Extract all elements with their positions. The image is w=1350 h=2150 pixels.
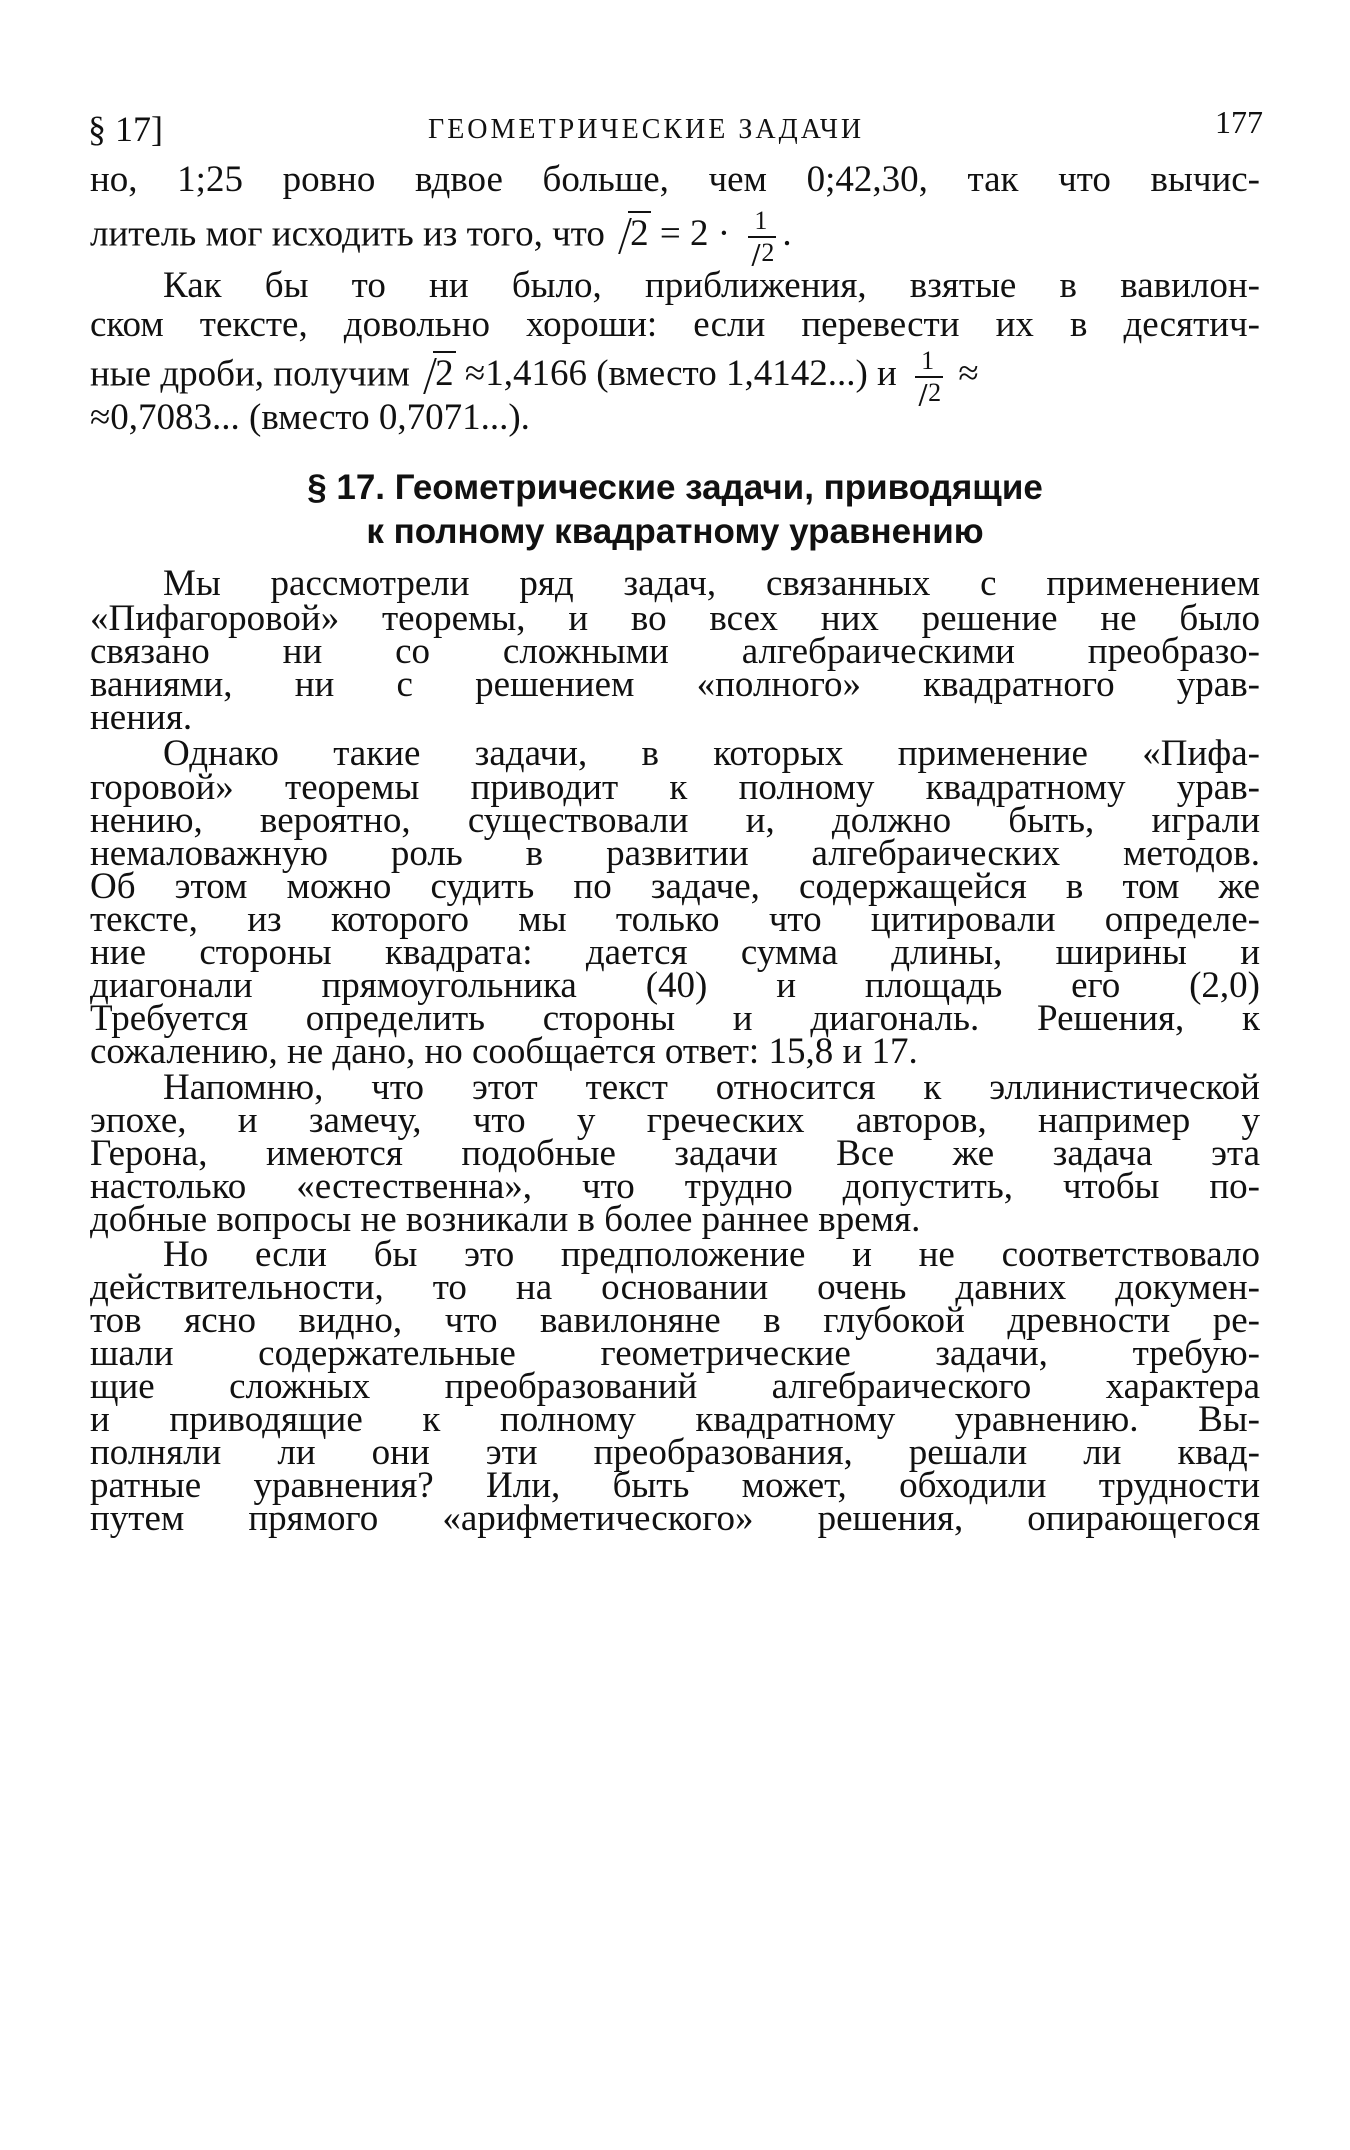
text-fragment: ные дроби, получим [90,353,410,395]
formula-text: = 2 · [650,213,740,255]
running-head [88,104,1263,156]
text-line: действительности, то на основании очень давних докумен- [90,1267,1260,1308]
text-line: но, 1;25 ровно вдвое больше, чем 0;42,30, так что вычис- [90,159,1260,200]
text-line: Но если бы это предположение и не соответствовало [163,1234,1260,1275]
radicand: 2 [630,213,649,255]
text-line: настолько «естественна», что трудно допустить, чтобы по- [90,1166,1260,1207]
text-line: Напомню, что этот текст относится к эллинистической [163,1067,1260,1108]
radicand: 2 [928,378,942,407]
text-line: Об этом можно судить по задаче, содержащейся в том же [90,866,1260,907]
text-line-formula [90,206,1260,268]
text-line: ние стороны квадрата: дается сумма длины, ширины и [90,932,1260,973]
text-line: нения. [90,697,193,738]
fraction-numerator: 1 [748,206,773,238]
text-line: добные вопросы не возникали в более раннее время. [90,1199,921,1240]
text-line: Как бы то ни было, приближения, взятые в вавилон- [163,265,1260,306]
text-line: шали содержательные геометрические задачи, требую- [90,1333,1260,1374]
text-line: полняли ли они эти преобразования, решали ли квад- [90,1432,1260,1473]
text-line: тов ясно видно, что вавилоняне в глубокой древности ре- [90,1300,1260,1341]
fraction [743,206,778,268]
formula-text: ≈ [949,353,979,395]
text-line: щие сложных преобразований алгебраического характера [90,1366,1260,1407]
text-line: Мы рассмотрели ряд задач, связанных с применением [163,563,1260,604]
radicand: 2 [435,353,454,395]
formula-approx [419,346,979,407]
text-line: Герона, имеются подобные задачи Все же задача эта [90,1133,1260,1174]
page-number: 177 [1215,104,1263,140]
text-line: тексте, из которого мы только что цитировали определе- [90,899,1260,940]
text-line: Требуется определить стороны и диагональ. Решения, к [90,998,1260,1039]
text-fragment: литель мог исходить из того, что [90,213,605,255]
formula-end: . [782,213,792,255]
text-line: сожалению, не дано, но сообщается ответ: 15,8 и 17. [90,1031,918,1072]
text-line: путем прямого «арифметического» решения, опирающегося [90,1498,1260,1539]
text-line: связано ни со сложными алгебраическими преобразо- [90,631,1260,672]
section-heading-line2: к полному квадратному уравнению [366,512,984,551]
fraction-numerator: 1 [915,346,940,378]
radicand: 2 [761,238,775,267]
text-line: ≈0,7083... (вместо 0,7071...). [90,397,530,438]
text-line: ском тексте, довольно хороши: если перевести их в десятич- [90,304,1260,345]
text-line: ратные уравнения? Или, быть может, обходили трудности [90,1465,1260,1506]
formula-sqrt2 [614,206,792,267]
text-line: эпохе, и замечу, что у греческих авторов, например у [90,1100,1260,1141]
sqrt-symbol [419,352,456,396]
text-line: и приводящие к полному квадратному уравнению. Вы- [90,1399,1260,1440]
text-line: ваниями, ни с решением «полного» квадратного урав- [90,664,1260,705]
text-line: «Пифагоровой» теоремы, и во всех них решение не было [90,598,1260,639]
text-line: нению, вероятно, существовали и, должно быть, играли [90,800,1260,841]
sqrt-symbol [614,212,651,256]
text-line: Однако такие задачи, в которых применение «Пифа- [163,733,1260,774]
formula-text: ≈1,4166 (вместо 1,4142...) и [455,353,907,395]
text-line: горовой» теоремы приводит к полному квадратному урав- [90,767,1260,808]
text-line: немаловажную роль в развитии алгебраических методов. [90,833,1260,874]
running-head-section: § 17] [88,109,163,149]
section-heading-line1: § 17. Геометрические задачи, приводящие [307,468,1043,507]
text-line: диагонали прямоугольника (40) и площадь его (2,0) [90,965,1260,1006]
running-head-title: ГЕОМЕТРИЧЕСКИЕ ЗАДАЧИ [428,114,865,145]
